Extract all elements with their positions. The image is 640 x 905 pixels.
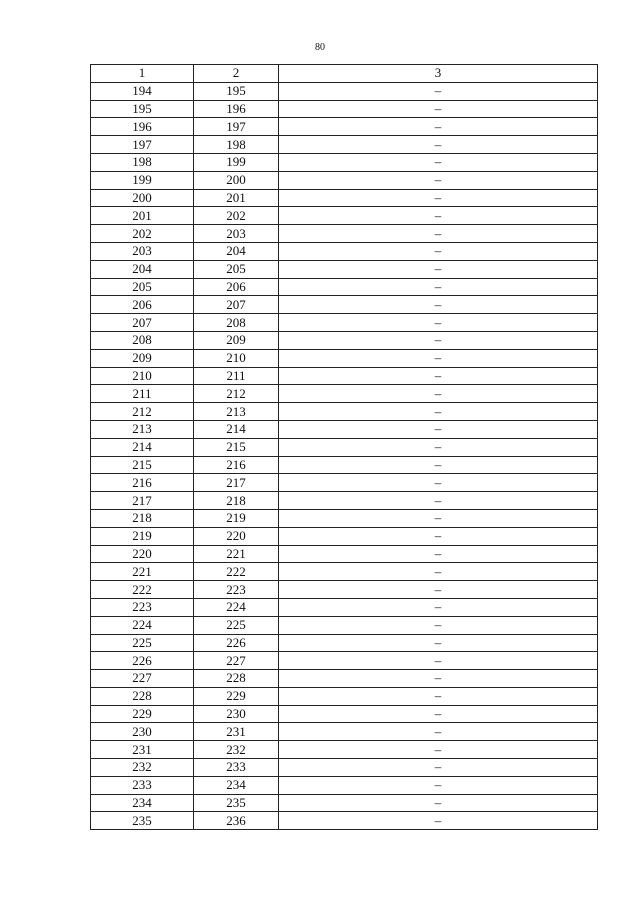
- table-cell-col-3: –: [279, 652, 598, 670]
- column-header-3: 3: [279, 65, 598, 83]
- table-cell-col-3: –: [279, 705, 598, 723]
- table-cell-col-1: 199: [91, 171, 194, 189]
- table-cell-col-3: –: [279, 153, 598, 171]
- table-cell-col-3: –: [279, 420, 598, 438]
- table-cell-col-3: –: [279, 207, 598, 225]
- table-cell-col-1: 222: [91, 581, 194, 599]
- table-cell-col-3: –: [279, 367, 598, 385]
- table-cell-col-2: 207: [194, 296, 279, 314]
- table-cell-col-1: 195: [91, 100, 194, 118]
- table-cell-col-2: 224: [194, 598, 279, 616]
- table-cell-col-3: –: [279, 242, 598, 260]
- table-cell-col-2: 229: [194, 687, 279, 705]
- table-cell-col-3: –: [279, 563, 598, 581]
- table-row: [91, 438, 598, 456]
- column-header-1: 1: [91, 65, 194, 83]
- table-cell-col-2: 205: [194, 260, 279, 278]
- table-header: [91, 65, 598, 83]
- table-cell-col-2: 212: [194, 385, 279, 403]
- table-row: [91, 652, 598, 670]
- table-cell-col-3: –: [279, 492, 598, 510]
- table-cell-col-1: 203: [91, 242, 194, 260]
- table-cell-col-2: 214: [194, 420, 279, 438]
- table-cell-col-2: 226: [194, 634, 279, 652]
- table-cell-col-2: 211: [194, 367, 279, 385]
- table-cell-col-2: 200: [194, 171, 279, 189]
- table-cell-col-1: 210: [91, 367, 194, 385]
- table-cell-col-3: –: [279, 474, 598, 492]
- table-cell-col-1: 235: [91, 812, 194, 830]
- table-cell-col-3: –: [279, 260, 598, 278]
- table-cell-col-3: –: [279, 812, 598, 830]
- table-row: [91, 153, 598, 171]
- table-row: [91, 314, 598, 332]
- table-row: [91, 189, 598, 207]
- table-row: [91, 687, 598, 705]
- table-cell-col-1: 214: [91, 438, 194, 456]
- table-cell-col-2: 220: [194, 527, 279, 545]
- table-cell-col-1: 216: [91, 474, 194, 492]
- table-cell-col-2: 195: [194, 82, 279, 100]
- table-cell-col-1: 197: [91, 136, 194, 154]
- table-cell-col-1: 200: [91, 189, 194, 207]
- table-cell-col-1: 211: [91, 385, 194, 403]
- table-cell-col-2: 204: [194, 242, 279, 260]
- table-row: [91, 171, 598, 189]
- table-cell-col-3: –: [279, 741, 598, 759]
- table-cell-col-3: –: [279, 349, 598, 367]
- table-row: [91, 420, 598, 438]
- table-cell-col-2: 197: [194, 118, 279, 136]
- table-row: [91, 296, 598, 314]
- table-row: [91, 509, 598, 527]
- table-body: [91, 82, 598, 829]
- table-cell-col-2: 210: [194, 349, 279, 367]
- table-cell-col-2: 219: [194, 509, 279, 527]
- table-row: [91, 100, 598, 118]
- table-cell-col-2: 218: [194, 492, 279, 510]
- table-cell-col-1: 198: [91, 153, 194, 171]
- table-cell-col-2: 199: [194, 153, 279, 171]
- table-row: [91, 598, 598, 616]
- table-row: [91, 207, 598, 225]
- table-row: [91, 331, 598, 349]
- table-cell-col-3: –: [279, 314, 598, 332]
- table-cell-col-3: –: [279, 403, 598, 421]
- table-cell-col-2: 234: [194, 776, 279, 794]
- table-cell-col-1: 223: [91, 598, 194, 616]
- table-cell-col-1: 215: [91, 456, 194, 474]
- table-cell-col-2: 236: [194, 812, 279, 830]
- table-cell-col-3: –: [279, 759, 598, 777]
- table-cell-col-2: 213: [194, 403, 279, 421]
- column-header-2: 2: [194, 65, 279, 83]
- table-cell-col-3: –: [279, 278, 598, 296]
- table-cell-col-2: 209: [194, 331, 279, 349]
- table-cell-col-2: 196: [194, 100, 279, 118]
- table-cell-col-3: –: [279, 438, 598, 456]
- table-cell-col-1: 227: [91, 670, 194, 688]
- table-cell-col-1: 220: [91, 545, 194, 563]
- table-row: [91, 616, 598, 634]
- table-cell-col-3: –: [279, 527, 598, 545]
- table-cell-col-2: 206: [194, 278, 279, 296]
- table-row: [91, 670, 598, 688]
- table-row: [91, 794, 598, 812]
- table-cell-col-2: 223: [194, 581, 279, 599]
- table-row: [91, 118, 598, 136]
- table-row: [91, 581, 598, 599]
- table-cell-col-1: 221: [91, 563, 194, 581]
- table-cell-col-2: 221: [194, 545, 279, 563]
- table-cell-col-1: 230: [91, 723, 194, 741]
- table-cell-col-1: 207: [91, 314, 194, 332]
- table-cell-col-2: 222: [194, 563, 279, 581]
- table-cell-col-1: 212: [91, 403, 194, 421]
- table-cell-col-3: –: [279, 331, 598, 349]
- table-cell-col-3: –: [279, 118, 598, 136]
- table-cell-col-1: 231: [91, 741, 194, 759]
- table-cell-col-2: 202: [194, 207, 279, 225]
- table-cell-col-1: 205: [91, 278, 194, 296]
- table-cell-col-3: –: [279, 100, 598, 118]
- table-cell-col-3: –: [279, 136, 598, 154]
- table-row: [91, 705, 598, 723]
- table-cell-col-2: 208: [194, 314, 279, 332]
- table-cell-col-3: –: [279, 634, 598, 652]
- table-row: [91, 349, 598, 367]
- table-cell-col-3: –: [279, 456, 598, 474]
- page-number: 80: [315, 42, 325, 53]
- table-cell-col-3: –: [279, 581, 598, 599]
- table-cell-col-2: 198: [194, 136, 279, 154]
- table-row: [91, 492, 598, 510]
- table-cell-col-1: 234: [91, 794, 194, 812]
- table-cell-col-3: –: [279, 509, 598, 527]
- table-cell-col-2: 235: [194, 794, 279, 812]
- table-cell-col-1: 225: [91, 634, 194, 652]
- table-row: [91, 403, 598, 421]
- table-cell-col-2: 231: [194, 723, 279, 741]
- table-row: [91, 225, 598, 243]
- table-cell-col-1: 217: [91, 492, 194, 510]
- table-cell-col-1: 213: [91, 420, 194, 438]
- header-row: [91, 65, 598, 83]
- table-cell-col-1: 226: [91, 652, 194, 670]
- table-cell-col-1: 224: [91, 616, 194, 634]
- table-cell-col-3: –: [279, 385, 598, 403]
- table-row: [91, 741, 598, 759]
- table-row: [91, 776, 598, 794]
- table-cell-col-3: –: [279, 776, 598, 794]
- table-row: [91, 242, 598, 260]
- data-table: [90, 64, 598, 830]
- table-cell-col-1: 233: [91, 776, 194, 794]
- table-cell-col-3: –: [279, 545, 598, 563]
- table-row: [91, 634, 598, 652]
- table-cell-col-2: 216: [194, 456, 279, 474]
- table-cell-col-2: 232: [194, 741, 279, 759]
- table-cell-col-1: 209: [91, 349, 194, 367]
- table-cell-col-1: 228: [91, 687, 194, 705]
- table-cell-col-3: –: [279, 687, 598, 705]
- table-cell-col-2: 233: [194, 759, 279, 777]
- table-cell-col-3: –: [279, 189, 598, 207]
- table-cell-col-2: 201: [194, 189, 279, 207]
- table-cell-col-2: 225: [194, 616, 279, 634]
- table-cell-col-3: –: [279, 296, 598, 314]
- table-row: [91, 759, 598, 777]
- table-cell-col-3: –: [279, 794, 598, 812]
- table-cell-col-2: 217: [194, 474, 279, 492]
- table-cell-col-3: –: [279, 670, 598, 688]
- table-cell-col-3: –: [279, 598, 598, 616]
- table-cell-col-1: 229: [91, 705, 194, 723]
- table-cell-col-1: 202: [91, 225, 194, 243]
- table-row: [91, 136, 598, 154]
- table-row: [91, 723, 598, 741]
- table-row: [91, 563, 598, 581]
- table-cell-col-2: 228: [194, 670, 279, 688]
- table-cell-col-3: –: [279, 225, 598, 243]
- table-cell-col-1: 206: [91, 296, 194, 314]
- table-cell-col-3: –: [279, 616, 598, 634]
- table-cell-col-1: 201: [91, 207, 194, 225]
- table-cell-col-3: –: [279, 723, 598, 741]
- table-row: [91, 260, 598, 278]
- table-row: [91, 385, 598, 403]
- table-row: [91, 367, 598, 385]
- table-cell-col-3: –: [279, 171, 598, 189]
- table-cell-col-1: 208: [91, 331, 194, 349]
- table-cell-col-2: 215: [194, 438, 279, 456]
- table-cell-col-2: 227: [194, 652, 279, 670]
- table-row: [91, 278, 598, 296]
- table-cell-col-3: –: [279, 82, 598, 100]
- table-row: [91, 456, 598, 474]
- table-row: [91, 474, 598, 492]
- table-row: [91, 527, 598, 545]
- table-row: [91, 545, 598, 563]
- table-row: [91, 82, 598, 100]
- table-cell-col-1: 219: [91, 527, 194, 545]
- table-cell-col-1: 218: [91, 509, 194, 527]
- table-cell-col-1: 194: [91, 82, 194, 100]
- table-cell-col-1: 196: [91, 118, 194, 136]
- table-row: [91, 812, 598, 830]
- table-cell-col-2: 230: [194, 705, 279, 723]
- table-cell-col-2: 203: [194, 225, 279, 243]
- table-cell-col-1: 204: [91, 260, 194, 278]
- table-cell-col-1: 232: [91, 759, 194, 777]
